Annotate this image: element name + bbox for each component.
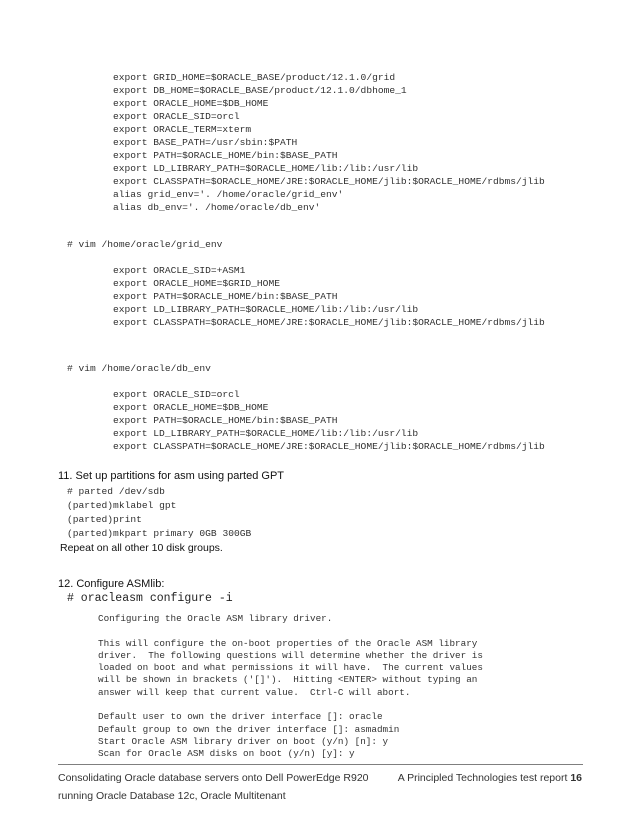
step-11-note: Repeat on all other 10 disk groups. — [60, 542, 223, 554]
code-line: export PATH=$ORACLE_HOME/bin:$BASE_PATH — [113, 291, 338, 302]
footer-report-name: A Principled Technologies test report — [397, 772, 568, 784]
code-line: (parted)mkpart primary 0GB 300GB — [67, 528, 252, 539]
code-line: (parted)mklabel gpt — [67, 500, 177, 511]
grid-env-prompt: # vim /home/oracle/grid_env — [67, 239, 223, 250]
code-line: export LD_LIBRARY_PATH=$ORACLE_HOME/lib:/lib:/usr/lib — [113, 428, 419, 439]
code-line: export CLASSPATH=$ORACLE_HOME/JRE:$ORACLE_HOME/jlib:$ORACLE_HOME/rdbms/jlib — [113, 441, 545, 452]
code-line: # parted /dev/sdb — [67, 486, 165, 497]
code-line: export LD_LIBRARY_PATH=$ORACLE_HOME/lib:/lib:/usr/lib — [113, 163, 419, 174]
footer-title-line-1: Consolidating Oracle database servers onto Dell PowerEdge R920 — [58, 772, 369, 784]
asm-configure-output — [98, 613, 483, 761]
code-line: Scan for Oracle ASM disks on boot (y/n) [y]: y — [98, 748, 355, 760]
code-line: alias db_env='. /home/oracle/db_env' — [113, 202, 321, 213]
db-env-block — [113, 388, 545, 453]
code-line: will be shown in brackets ('[]'). Hitting <ENTER> without typing an — [98, 674, 478, 686]
code-line: Default group to own the driver interface []: asmadmin — [98, 723, 400, 735]
code-line: export ORACLE_TERM=xterm — [113, 124, 252, 135]
footer-title-line-2: running Oracle Database 12c, Oracle Multitenant — [58, 790, 286, 802]
step-11-heading: 11. Set up partitions for asm using parted GPT — [58, 470, 285, 482]
code-line: driver. The following questions will determine whether the driver is — [98, 649, 483, 661]
code-line: This will configure the on-boot properties of the Oracle ASM library — [98, 637, 478, 649]
db-env-prompt: # vim /home/oracle/db_env — [67, 363, 211, 374]
oracleasm-configure-command: # oracleasm configure -i — [67, 592, 233, 605]
code-line: export DB_HOME=$ORACLE_BASE/product/12.1.0/dbhome_1 — [113, 85, 407, 96]
grid-env-block — [113, 264, 545, 329]
code-line: (parted)print — [67, 514, 142, 525]
footer-divider — [58, 764, 583, 765]
step-12-heading: 12. Configure ASMlib: — [58, 578, 165, 590]
code-line: Default user to own the driver interface []: oracle — [98, 711, 383, 723]
code-line: Start Oracle ASM library driver on boot (y/n) [n]: y — [98, 735, 389, 747]
code-line: export ORACLE_SID=orcl — [113, 389, 240, 400]
code-line: export ORACLE_SID=orcl — [113, 111, 240, 122]
code-line: export ORACLE_HOME=$DB_HOME — [113, 98, 269, 109]
code-line: export GRID_HOME=$ORACLE_BASE/product/12.1.0/grid — [113, 72, 396, 83]
code-line — [98, 699, 483, 711]
code-line: export CLASSPATH=$ORACLE_HOME/JRE:$ORACLE_HOME/jlib:$ORACLE_HOME/rdbms/jlib — [113, 317, 545, 328]
code-line: export PATH=$ORACLE_HOME/bin:$BASE_PATH — [113, 415, 338, 426]
code-line: answer will keep that current value. Ctrl-C will abort. — [98, 686, 411, 698]
code-line: export PATH=$ORACLE_HOME/bin:$BASE_PATH — [113, 150, 338, 161]
code-line: export BASE_PATH=/usr/sbin:$PATH — [113, 137, 298, 148]
footer-report-label — [398, 769, 582, 787]
parted-commands — [67, 485, 251, 541]
code-line: export ORACLE_HOME=$GRID_HOME — [113, 278, 280, 289]
code-line: Configuring the Oracle ASM library driver. — [98, 613, 333, 624]
code-line: loaded on boot and what permissions it will have. The current values — [98, 662, 483, 674]
code-line: export CLASSPATH=$ORACLE_HOME/JRE:$ORACLE_HOME/jlib:$ORACLE_HOME/rdbms/jlib — [113, 176, 545, 187]
page-number: 16 — [570, 772, 582, 784]
code-line: export ORACLE_SID=+ASM1 — [113, 265, 246, 276]
code-line — [98, 625, 483, 637]
oracle-profile-block — [113, 71, 545, 214]
code-line: export ORACLE_HOME=$DB_HOME — [113, 402, 269, 413]
code-line: alias grid_env='. /home/oracle/grid_env' — [113, 189, 344, 200]
code-line: export LD_LIBRARY_PATH=$ORACLE_HOME/lib:/lib:/usr/lib — [113, 304, 419, 315]
